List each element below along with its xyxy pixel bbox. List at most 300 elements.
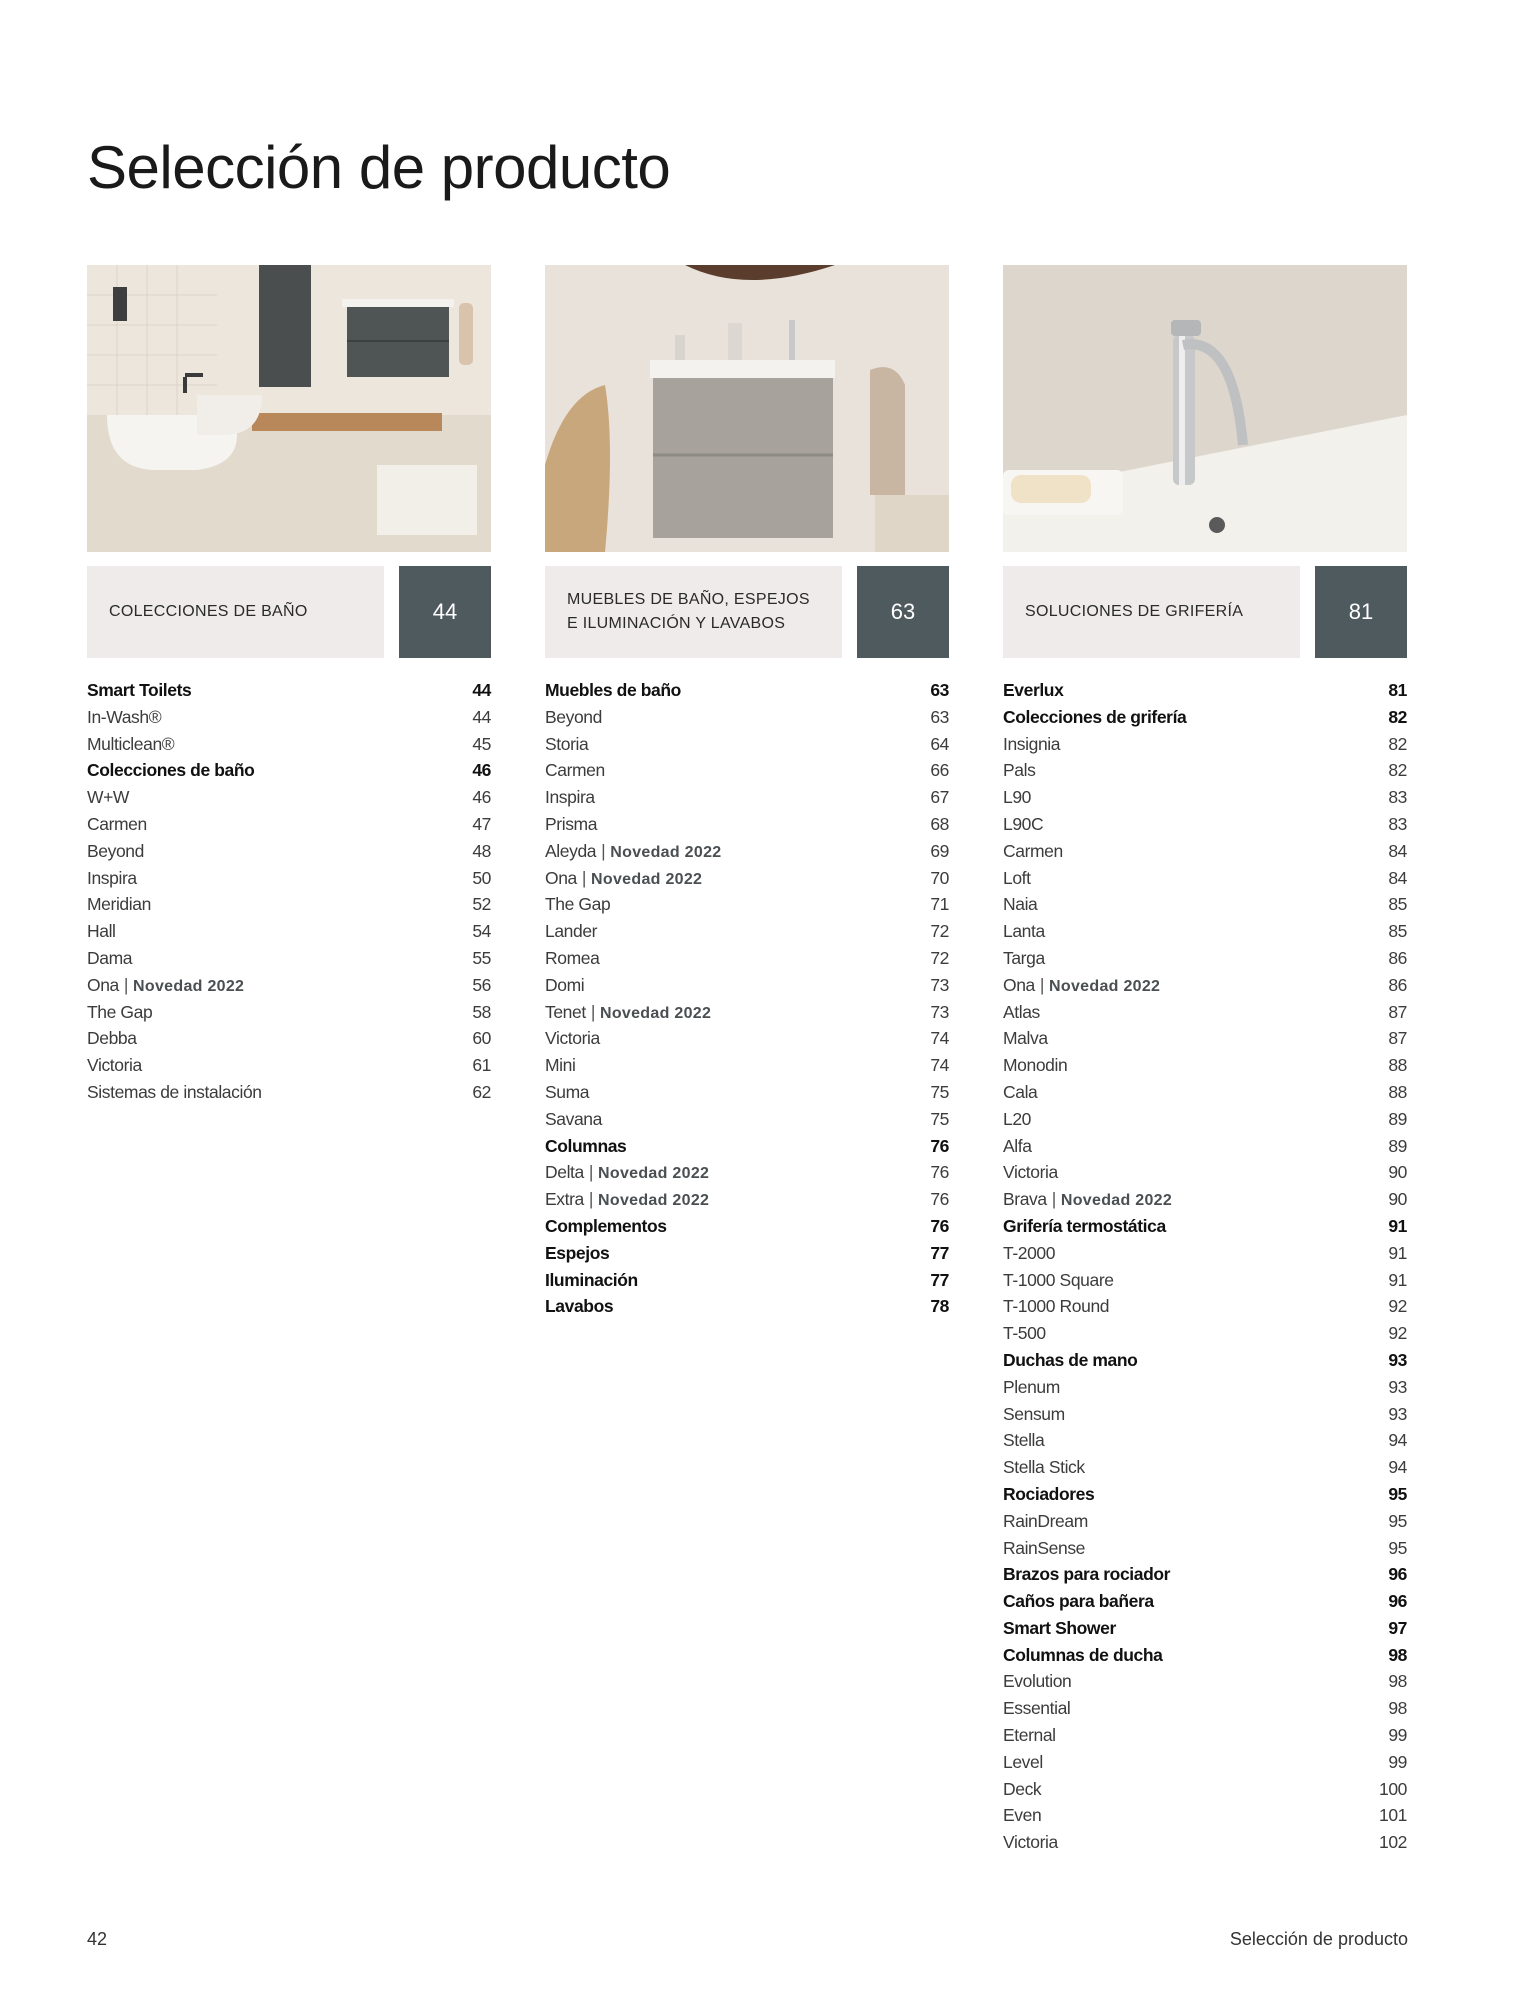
toc-entry-page: 96 xyxy=(1388,1564,1407,1585)
toc-entry xyxy=(1003,1430,1407,1457)
toc-entry-text: Deck xyxy=(1003,1778,1042,1799)
section-page-number: 44 xyxy=(399,566,491,658)
toc-entry-text: Inspira xyxy=(545,787,595,808)
toc-entry-page: 85 xyxy=(1388,894,1407,915)
toc-entry-page: 84 xyxy=(1388,867,1407,888)
toc-entry-page: 82 xyxy=(1388,733,1407,754)
toc-entry xyxy=(545,787,949,814)
toc-entry-page: 89 xyxy=(1388,1135,1407,1156)
toc-entry-text: Grifería termostática xyxy=(1003,1215,1166,1236)
novedad-badge: Novedad 2022 xyxy=(598,1192,710,1210)
toc-entry-label xyxy=(545,787,595,808)
toc-entry xyxy=(545,921,949,948)
toc-entry-page: 60 xyxy=(472,1028,491,1049)
toc-entry-text: Ona xyxy=(87,974,119,995)
toc-entry-label xyxy=(545,1296,613,1317)
toc-entry-page: 62 xyxy=(472,1081,491,1102)
toc-entry xyxy=(545,1243,949,1270)
toc-entry-text: Level xyxy=(1003,1751,1043,1772)
toc-entry xyxy=(1003,1618,1407,1645)
toc-entry-label xyxy=(1003,1698,1070,1719)
toc-entry-page: 70 xyxy=(930,867,949,888)
toc-entry-text: L90C xyxy=(1003,813,1044,834)
vanity-cabinet-photo xyxy=(545,265,949,552)
toc-entry-label xyxy=(87,1002,152,1023)
toc-entry-text: Stella xyxy=(1003,1430,1045,1451)
toc-entry-page: 56 xyxy=(472,974,491,995)
toc-entry-text: Mini xyxy=(545,1055,576,1076)
toc-entry xyxy=(87,814,491,841)
toc-entry xyxy=(1003,921,1407,948)
toc-entry-page: 93 xyxy=(1388,1403,1407,1424)
toc-entry-label xyxy=(1003,1484,1094,1505)
toc-entry-page: 82 xyxy=(1388,760,1407,781)
toc-entry-text: Aleyda xyxy=(545,840,597,861)
toc-entry xyxy=(1003,948,1407,975)
toc-entry-label xyxy=(1003,1189,1172,1210)
toc-entry xyxy=(1003,787,1407,814)
toc-entry xyxy=(545,1002,949,1029)
toc-entry-text: Insignia xyxy=(1003,733,1061,754)
toc-entry xyxy=(545,1296,949,1323)
separator: | xyxy=(590,1001,595,1022)
toc-entry xyxy=(1003,1725,1407,1752)
toc-entry xyxy=(1003,1296,1407,1323)
toc-entry xyxy=(1003,1832,1407,1859)
toc-entry xyxy=(1003,1082,1407,1109)
toc-entry-label xyxy=(545,1243,609,1264)
toc-entry xyxy=(87,707,491,734)
toc-entry-text: Iluminación xyxy=(545,1269,638,1290)
toc-entry-page: 97 xyxy=(1388,1617,1407,1638)
toc-entry-label xyxy=(1003,1511,1088,1532)
toc-entry-text: Malva xyxy=(1003,1028,1048,1049)
toc-entry-page: 52 xyxy=(472,894,491,915)
toc-entry xyxy=(1003,1457,1407,1484)
toc-entry-label xyxy=(87,841,144,862)
toc-entry-label xyxy=(87,894,151,915)
toc-entry-label xyxy=(87,975,244,996)
toc-entry xyxy=(1003,1136,1407,1163)
toc-entry-text: Brava xyxy=(1003,1189,1047,1210)
toc-entry-page: 88 xyxy=(1388,1081,1407,1102)
section-page-number: 63 xyxy=(857,566,949,658)
toc-entry-label xyxy=(545,707,602,728)
toc-entry-page: 99 xyxy=(1388,1725,1407,1746)
separator: | xyxy=(123,974,129,995)
toc-entry-text: Rociadores xyxy=(1003,1483,1095,1504)
toc-entry-label xyxy=(545,680,681,701)
novedad-badge: Novedad 2022 xyxy=(599,1004,712,1022)
toc-entry-text: T-1000 Square xyxy=(1003,1269,1114,1290)
toc-entry-page: 76 xyxy=(930,1215,949,1236)
toc-entry-text: Multiclean® xyxy=(87,733,175,754)
toc-entry xyxy=(1003,814,1407,841)
toc-entry-text: Romea xyxy=(545,947,600,968)
toc-entry-page: 91 xyxy=(1388,1269,1407,1290)
toc-entry-page: 54 xyxy=(472,921,491,942)
toc-entry-page: 69 xyxy=(930,840,949,861)
toc-entry-text: Lanta xyxy=(1003,921,1045,942)
toc-entry-label xyxy=(1003,948,1045,969)
section-header xyxy=(87,566,491,658)
toc-entry-label xyxy=(1003,734,1060,755)
column-griferia xyxy=(1003,265,1407,1859)
toc-entry-page: 77 xyxy=(930,1269,949,1290)
toc-entry-page: 101 xyxy=(1379,1805,1407,1826)
toc-entry xyxy=(545,707,949,734)
toc-entry-text: Victoria xyxy=(1003,1162,1058,1183)
section-label: SOLUCIONES DE GRIFERÍA xyxy=(1003,566,1300,658)
toc-entry xyxy=(1003,1805,1407,1832)
toc-entry xyxy=(1003,1162,1407,1189)
toc-entry xyxy=(545,868,949,895)
toc-entry-label xyxy=(87,787,129,808)
toc-entry xyxy=(545,680,949,707)
toc-entry xyxy=(87,760,491,787)
toc-entry-page: 78 xyxy=(930,1296,949,1317)
toc-entry xyxy=(1003,1323,1407,1350)
toc-entry-label xyxy=(1003,921,1045,942)
toc-entry-label xyxy=(1003,1430,1044,1451)
toc-entry xyxy=(545,948,949,975)
toc-entry xyxy=(1003,1538,1407,1565)
toc-entry-text: Even xyxy=(1003,1805,1042,1826)
toc-entry xyxy=(87,868,491,895)
toc-entry xyxy=(1003,1377,1407,1404)
toc-entry xyxy=(87,948,491,975)
toc-entry-label xyxy=(1003,1323,1046,1344)
toc-entry-page: 84 xyxy=(1388,840,1407,861)
toc-entry-label xyxy=(1003,975,1160,996)
toc-entry-text: Carmen xyxy=(87,813,147,834)
toc-entry-text: Suma xyxy=(545,1081,590,1102)
novedad-badge: Novedad 2022 xyxy=(1049,977,1161,995)
toc-entry-label xyxy=(1003,1671,1071,1692)
toc-entry-label xyxy=(545,1082,589,1103)
toc-entry-page: 55 xyxy=(472,947,491,968)
toc-entry-label xyxy=(1003,707,1186,728)
toc-entry-label xyxy=(1003,680,1063,701)
toc-entry-page: 81 xyxy=(1388,680,1407,700)
toc-entry xyxy=(1003,868,1407,895)
toc-entry-text: T-2000 xyxy=(1003,1242,1056,1263)
bathroom-wc-photo xyxy=(87,265,491,552)
separator: | xyxy=(588,1189,594,1210)
toc-entry xyxy=(1003,1216,1407,1243)
toc-entry-label xyxy=(545,814,597,835)
toc-entry-page: 76 xyxy=(930,1162,949,1183)
toc-entry-page: 83 xyxy=(1388,787,1407,808)
toc-entry-label xyxy=(87,707,161,728)
toc-entry-page: 58 xyxy=(472,1001,491,1022)
toc-entry-page: 90 xyxy=(1388,1189,1407,1210)
toc-entry xyxy=(1003,1109,1407,1136)
toc-entry-page: 92 xyxy=(1388,1296,1407,1317)
toc-entry-text: Sensum xyxy=(1003,1403,1065,1424)
toc-entry-label xyxy=(1003,1136,1032,1157)
toc-entry-page: 76 xyxy=(930,1135,949,1156)
toc-entry-page: 86 xyxy=(1388,974,1407,995)
toc-entry-text: Victoria xyxy=(87,1055,142,1076)
toc-entry xyxy=(1003,1055,1407,1082)
toc-entry-text: Meridian xyxy=(87,894,151,915)
toc-entry-page: 98 xyxy=(1388,1644,1407,1665)
toc-entry-text: RainSense xyxy=(1003,1537,1086,1558)
toc-entry-label xyxy=(1003,1162,1058,1183)
toc-entry-label xyxy=(1003,1645,1162,1666)
toc-entry-page: 72 xyxy=(930,947,949,968)
toc-entry-text: Prisma xyxy=(545,813,598,834)
toc-entry-label xyxy=(1003,1270,1114,1291)
toc-entry-page: 93 xyxy=(1388,1376,1407,1397)
toc-entry-label xyxy=(1003,894,1037,915)
faucet-illustration xyxy=(1003,265,1407,552)
page-title: Selección de producto xyxy=(87,134,671,201)
section-label: MUEBLES DE BAÑO, ESPEJOS E ILUMINACIÓN Y LAVABOS xyxy=(545,566,842,658)
toc-entry-text: Everlux xyxy=(1003,680,1064,700)
toc-entry-page: 73 xyxy=(930,974,949,995)
toc-entry xyxy=(545,1136,949,1163)
toc-entry xyxy=(545,1055,949,1082)
toc-entry-text: Columnas xyxy=(545,1135,627,1156)
toc-entry-label xyxy=(545,1270,638,1291)
toc-list xyxy=(1003,680,1407,1859)
column-muebles xyxy=(545,265,949,1323)
separator: | xyxy=(1039,974,1045,995)
toc-entry xyxy=(87,680,491,707)
toc-entry-label xyxy=(545,868,702,889)
toc-entry-page: 75 xyxy=(930,1108,949,1129)
toc-entry-label xyxy=(1003,1404,1065,1425)
toc-entry-page: 46 xyxy=(472,787,491,808)
toc-entry-label xyxy=(545,894,610,915)
toc-entry xyxy=(545,841,949,868)
toc-entry-page: 68 xyxy=(930,813,949,834)
toc-entry-text: Victoria xyxy=(545,1028,600,1049)
toc-entry-label xyxy=(87,868,137,889)
toc-entry-text: Loft xyxy=(1003,867,1031,888)
toc-entry-label xyxy=(1003,760,1035,781)
toc-entry-text: Colecciones de baño xyxy=(87,760,255,781)
toc-entry-text: Columnas de ducha xyxy=(1003,1644,1163,1665)
toc-entry-label xyxy=(545,1055,576,1076)
toc-entry-text: Alfa xyxy=(1003,1135,1032,1156)
toc-entry xyxy=(1003,1779,1407,1806)
toc-entry-text: Pals xyxy=(1003,760,1036,781)
toc-entry xyxy=(1003,707,1407,734)
toc-entry-text: Victoria xyxy=(1003,1832,1058,1853)
section-header xyxy=(1003,566,1407,658)
toc-entry-label xyxy=(545,1162,709,1183)
toc-entry-page: 67 xyxy=(930,787,949,808)
vanity-cabinet-illustration xyxy=(545,265,949,552)
toc-entry-text: Carmen xyxy=(545,760,605,781)
toc-entry xyxy=(545,894,949,921)
separator: | xyxy=(588,1162,594,1183)
toc-entry-label xyxy=(545,975,584,996)
toc-entry-text: Naia xyxy=(1003,894,1038,915)
toc-entry xyxy=(1003,1404,1407,1431)
toc-entry-page: 94 xyxy=(1388,1457,1407,1478)
toc-entry xyxy=(1003,1002,1407,1029)
toc-entry xyxy=(87,841,491,868)
toc-entry-text: Extra xyxy=(545,1189,584,1210)
toc-entry-page: 74 xyxy=(930,1055,949,1076)
toc-entry xyxy=(87,1002,491,1029)
toc-entry-page: 61 xyxy=(472,1055,491,1076)
toc-entry-text: The Gap xyxy=(87,1001,153,1022)
toc-entry-page: 47 xyxy=(472,813,491,834)
toc-entry-page: 91 xyxy=(1388,1215,1407,1236)
toc-entry-label xyxy=(1003,1350,1137,1371)
toc-entry-label xyxy=(87,814,147,835)
toc-entry-page: 95 xyxy=(1388,1510,1407,1531)
toc-entry xyxy=(1003,1270,1407,1297)
toc-entry-text: W+W xyxy=(87,787,130,808)
toc-entry-text: Colecciones de grifería xyxy=(1003,706,1187,727)
toc-entry-text: Ona xyxy=(1003,974,1035,995)
toc-entry xyxy=(545,1270,949,1297)
toc-entry-label xyxy=(1003,1752,1043,1773)
toc-entry-label xyxy=(87,760,254,781)
toc-entry-text: Targa xyxy=(1003,947,1045,968)
toc-entry-label xyxy=(1003,868,1031,889)
toc-entry-text: Carmen xyxy=(1003,840,1063,861)
toc-entry-label xyxy=(1003,1055,1067,1076)
toc-entry xyxy=(1003,1511,1407,1538)
toc-entry-page: 45 xyxy=(472,733,491,754)
toc-entry-label xyxy=(87,1055,142,1076)
toc-entry-label xyxy=(545,1109,602,1130)
toc-entry-label xyxy=(1003,1002,1040,1023)
separator: | xyxy=(601,840,606,861)
toc-entry xyxy=(1003,975,1407,1002)
toc-entry-text: Domi xyxy=(545,974,585,995)
toc-entry-label xyxy=(87,680,191,701)
toc-entry-text: Duchas de mano xyxy=(1003,1349,1138,1370)
toc-entry xyxy=(545,975,949,1002)
toc-entry-label xyxy=(87,734,174,755)
toc-entry-text: RainDream xyxy=(1003,1510,1088,1531)
toc-entry xyxy=(1003,1243,1407,1270)
toc-entry-label xyxy=(1003,1564,1170,1585)
toc-entry-label xyxy=(1003,841,1063,862)
toc-entry-text: Essential xyxy=(1003,1698,1071,1719)
toc-entry-label xyxy=(1003,1377,1060,1398)
toc-entry-page: 90 xyxy=(1388,1162,1407,1183)
toc-entry-page: 95 xyxy=(1388,1537,1407,1558)
toc-entry-page: 99 xyxy=(1388,1751,1407,1772)
toc-entry-label xyxy=(545,948,599,969)
toc-entry-label xyxy=(1003,1243,1055,1264)
toc-entry xyxy=(1003,841,1407,868)
toc-entry xyxy=(1003,1645,1407,1672)
footer-section-title: Selección de producto xyxy=(1229,1929,1408,1949)
toc-entry-page: 48 xyxy=(472,840,491,861)
toc-entry-label xyxy=(1003,1216,1166,1237)
toc-entry-page: 76 xyxy=(930,1189,949,1210)
column-colecciones xyxy=(87,265,491,1109)
toc-entry xyxy=(1003,760,1407,787)
toc-entry xyxy=(545,734,949,761)
toc-entry-text: Beyond xyxy=(545,706,602,727)
toc-entry xyxy=(1003,680,1407,707)
toc-entry xyxy=(545,1162,949,1189)
toc-entry-text: Complementos xyxy=(545,1215,667,1236)
toc-entry-page: 96 xyxy=(1388,1591,1407,1612)
toc-entry-text: Ona xyxy=(545,867,577,888)
toc-entry xyxy=(1003,1671,1407,1698)
toc-list xyxy=(545,680,949,1323)
toc-entry-text: Evolution xyxy=(1003,1671,1072,1692)
toc-entry-page: 46 xyxy=(472,760,491,781)
toc-entry-text: T-1000 Round xyxy=(1003,1296,1110,1317)
toc-entry-page: 93 xyxy=(1388,1349,1407,1370)
toc-entry xyxy=(87,1055,491,1082)
footer-page-number: 42 xyxy=(87,1929,108,1949)
toc-entry xyxy=(87,734,491,761)
toc-entry-page: 72 xyxy=(930,921,949,942)
toc-entry-label xyxy=(1003,1109,1031,1130)
toc-entry-page: 86 xyxy=(1388,947,1407,968)
toc-entry-label xyxy=(1003,1618,1116,1639)
toc-entry-page: 91 xyxy=(1388,1242,1407,1263)
toc-entry-label xyxy=(1003,1805,1041,1826)
toc-entry-page: 100 xyxy=(1379,1778,1407,1799)
toc-entry-page: 64 xyxy=(930,733,949,754)
toc-entry-text: Smart Toilets xyxy=(87,680,192,700)
toc-entry-page: 85 xyxy=(1388,921,1407,942)
toc-entry-text: L90 xyxy=(1003,787,1031,808)
novedad-badge: Novedad 2022 xyxy=(610,843,722,861)
toc-entry-page: 44 xyxy=(472,680,491,700)
toc-entry-page: 73 xyxy=(930,1001,949,1022)
toc-entry-label xyxy=(1003,1082,1037,1103)
toc-entry-text: Lander xyxy=(545,921,598,942)
toc-entry xyxy=(1003,894,1407,921)
toc-entry xyxy=(1003,1564,1407,1591)
toc-entry-label xyxy=(545,1002,711,1023)
toc-entry-label xyxy=(1003,787,1031,808)
toc-entry-text: Atlas xyxy=(1003,1001,1040,1022)
toc-entry-page: 94 xyxy=(1388,1430,1407,1451)
toc-entry-text: Debba xyxy=(87,1028,137,1049)
toc-entry xyxy=(545,814,949,841)
toc-entry-label xyxy=(87,1028,137,1049)
novedad-badge: Novedad 2022 xyxy=(1060,1192,1173,1210)
toc-entry-text: Savana xyxy=(545,1108,602,1129)
toc-entry xyxy=(1003,1752,1407,1779)
toc-entry-page: 102 xyxy=(1379,1832,1407,1853)
toc-entry-text: Smart Shower xyxy=(1003,1617,1116,1638)
toc-entry-label xyxy=(545,734,588,755)
toc-entry-text: Cala xyxy=(1003,1081,1038,1102)
toc-entry-label xyxy=(545,1189,709,1210)
section-header xyxy=(545,566,949,658)
bathroom-wc-illustration xyxy=(87,265,491,552)
toc-entry-text: Eternal xyxy=(1003,1725,1056,1746)
toc-entry-label xyxy=(1003,1832,1058,1853)
toc-entry-label xyxy=(545,921,597,942)
toc-entry xyxy=(87,894,491,921)
toc-entry-page: 71 xyxy=(930,894,949,915)
toc-entry-text: Storia xyxy=(545,733,589,754)
toc-entry-page: 88 xyxy=(1388,1055,1407,1076)
toc-entry xyxy=(545,1109,949,1136)
toc-entry-page: 98 xyxy=(1388,1671,1407,1692)
toc-entry-label xyxy=(545,760,605,781)
